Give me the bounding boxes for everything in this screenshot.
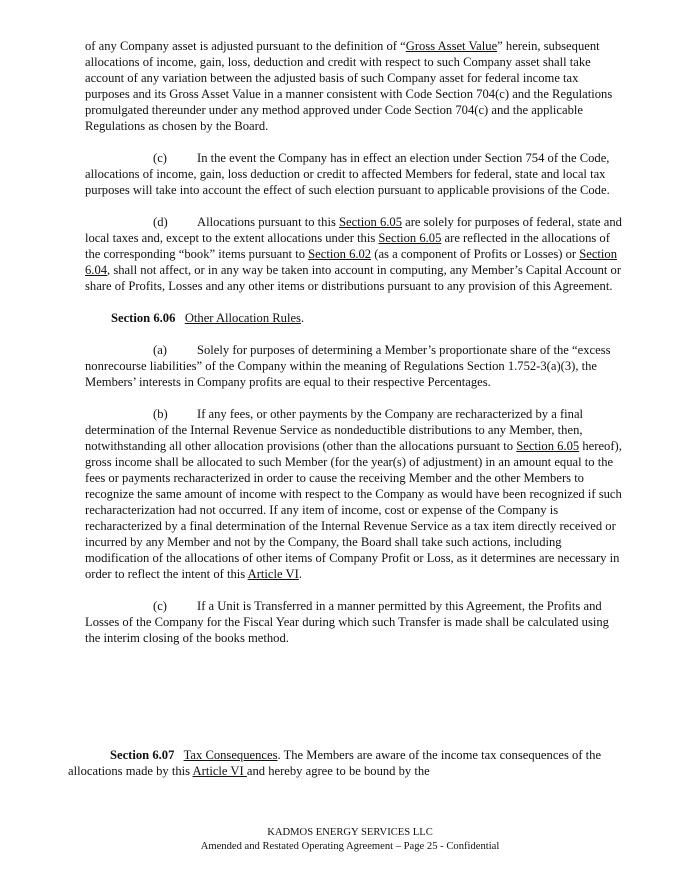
clause-marker: (c) (153, 151, 167, 165)
paragraph-c-unit-transfer: (c) If a Unit is Transferred in a manner permitted by this Agreement, the Profits and Losses of the Company for the Fiscal Year during which such Transfer is made shall be calculated using the interim closing of the books method. (85, 599, 609, 645)
section-reference[interactable]: Section 6.05 (516, 439, 580, 453)
footer-page-line: Amended and Restated Operating Agreement – Page 25 - Confidential (200, 841, 500, 852)
section-reference[interactable]: Section 6.02 (308, 247, 372, 261)
section-number: Section 6.07 (110, 748, 175, 762)
clause-marker: (a) (153, 343, 167, 357)
paragraph-d-allocations: (d) Allocations pursuant to this Section 6.05 are solely for purposes of federal, state and local taxes and, except to the extent allocations under this Section 6.05 are reflected in the allocations of the corresponding “book” items pursuant to Section 6.02 (as a component of Profits or Losses) or Section 6.04, shall not affect, or in any way be taken into account in computing, any Member’s Capital Account or share of Profits, Losses and any other items or distributions pursuant to any provision of this Agreement. (85, 215, 622, 293)
section-reference[interactable]: Section 6.04 (85, 247, 617, 277)
paragraph-a-excess-nonrecourse: (a) Solely for purposes of determining a Member’s proportionate share of the “excess nonrecourse liabilities” of the Company within the meaning of Regulations Section 1.752-3(a)(3), the Members’ interests in Company profits are equal to their respective Percentages. (85, 343, 611, 389)
section-title: Tax Consequences (183, 748, 278, 762)
section-reference[interactable]: Section 6.05 (378, 231, 442, 245)
clause-marker: (d) (153, 215, 168, 229)
section-6-07-paragraph: Section 6.07 Tax Consequences. The Members are aware of the income tax consequences of the allocations made by this Article VI and hereby agree to be bound by the (68, 748, 602, 778)
footer-company: KADMOS ENERGY SERVICES LLC (267, 827, 433, 838)
body-text (85, 38, 625, 646)
paragraph-gross-asset-value: of any Company asset is adjusted pursuant to the definition of “Gross Asset Value” herein, subsequent allocations of income, gain, loss, deduction and credit with respect to such Company asset shall take account of any variation between the adjusted basis of such Company asset for federal income tax purposes and its Gross Asset Value in a manner consistent with Code Section 704(c) and the Regulations promulgated thereunder under any method approved under Code Section 704(c) and the applicable Regulations as chosen by the Board. (85, 39, 613, 133)
page-footer (0, 826, 700, 854)
section-title: Other Allocation Rules (184, 311, 301, 325)
paragraph-b-recharacterized-fees: (b) If any fees, or other payments by the Company are recharacterized by a final determination of the Internal Revenue Service as nondeductible distributions to any Member, then, notwithstanding all other allocation provisions (other than the allocations pursuant to Section 6.05 hereof), gross income shall be allocated to such Member (for the year(s) of adjustment) in an amount equal to the fees or payments recharacterized in order to cause the receiving Member and the other Members to recognize the same amount of income with respect to the Company as would have been recognized if such recharacterization had not occurred. If any item of income, cost or expense of the Company is recharacterized by a final determination of the Internal Revenue Service as a tax item directly received or incurred by any Member and not by the Company, the Board shall take such actions, including modification of the allocations of other items of Company Profit or Loss, as it determines are necessary in order to reflect the intent of this Article VI. (85, 407, 622, 581)
section-number: Section 6.06 (111, 311, 176, 325)
article-reference[interactable]: Article VI (247, 567, 299, 581)
clause-marker: (b) (153, 407, 168, 421)
article-reference[interactable]: Article VI (192, 764, 247, 778)
clause-marker: (c) (153, 599, 167, 613)
paragraph-c-election-754: (c) In the event the Company has in effect an election under Section 754 of the Code, allocations of income, gain, loss deduction or credit to affected Members for federal, state and local tax purposes will take into account the effect of such election pursuant to applicable provisions of the Code. (85, 151, 610, 197)
section-6-06-heading: Section 6.06 Other Allocation Rules. (111, 311, 305, 325)
section-reference[interactable]: Section 6.05 (339, 215, 402, 229)
defined-term-gross-asset-value: Gross Asset Value (405, 39, 498, 53)
